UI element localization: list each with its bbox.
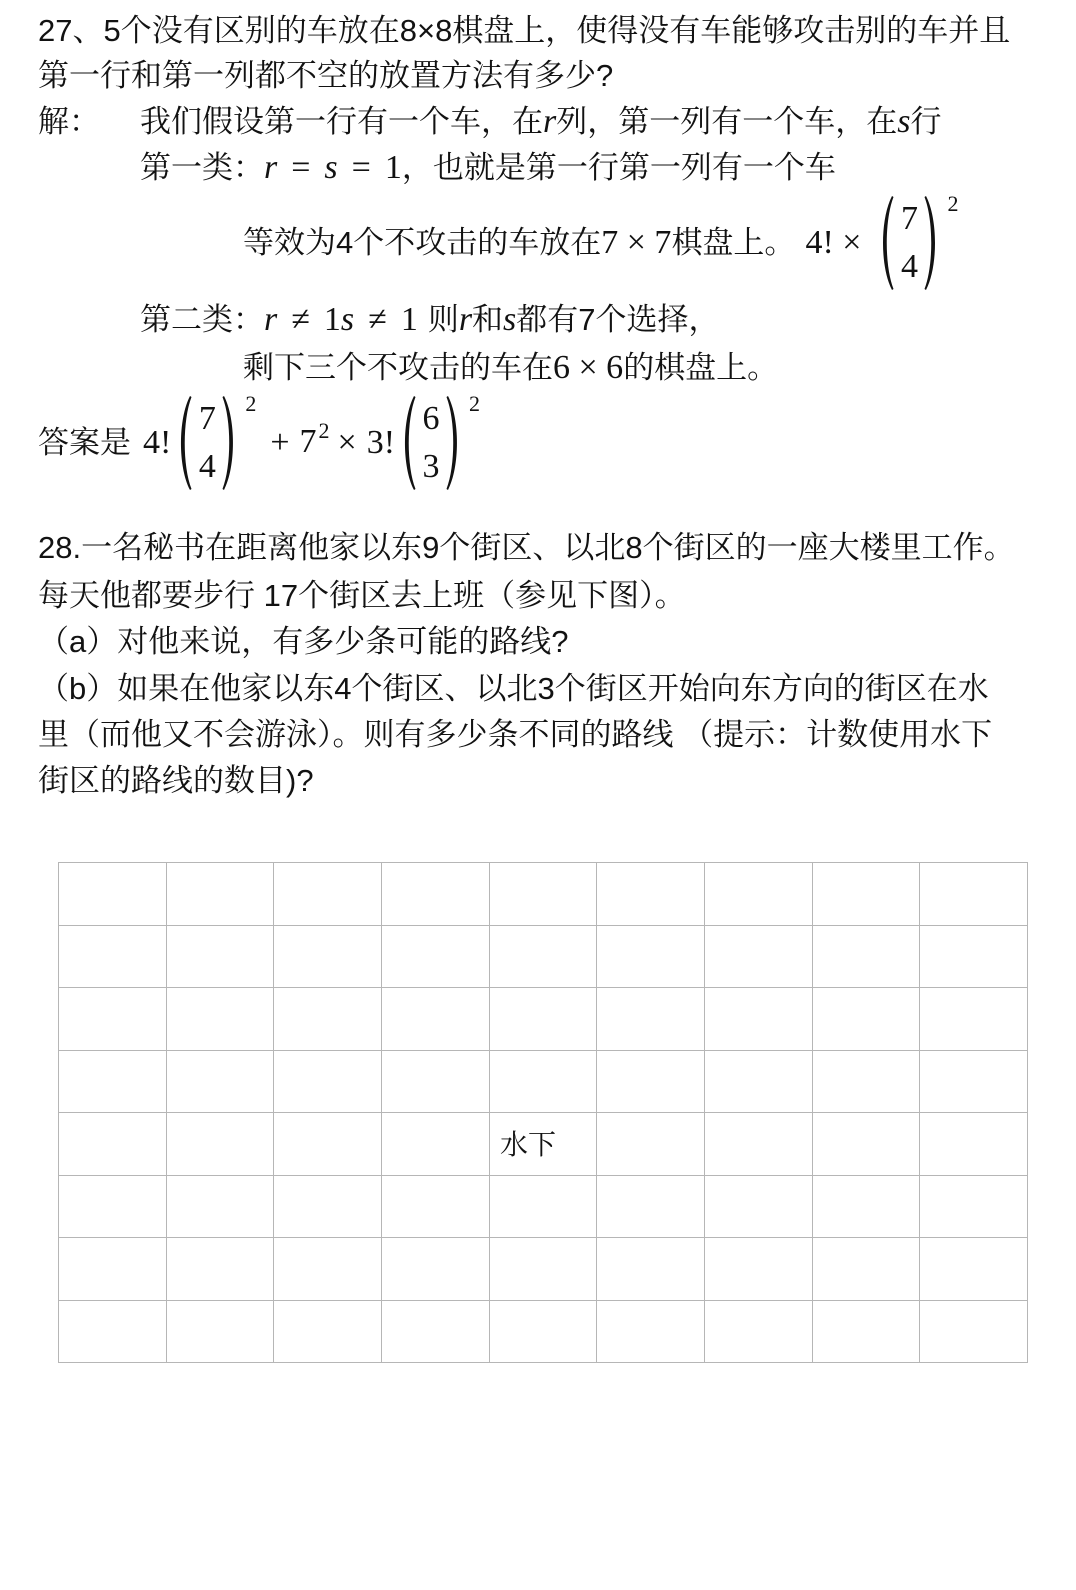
solution-label: 解：: [38, 104, 100, 139]
variable-r: r: [264, 301, 278, 338]
binomial-exponent: 2: [469, 391, 481, 416]
plus-sign: +: [270, 424, 290, 461]
problem-28-part-b-line-1: （b）如果在他家以东4个街区、以北3个街区开始向东方向的街区在水: [38, 671, 989, 706]
binomial-stack: [193, 395, 221, 491]
binomial-7-choose-4: [175, 391, 257, 491]
city-block: [813, 1238, 921, 1301]
city-block: [597, 988, 705, 1051]
problem-28-line-1: 28.一名秘书在距离他家以东9个街区、以北8个街区的一座大楼里工作。: [38, 530, 1015, 565]
binomial-7-choose-4: [877, 191, 959, 291]
problem-28-part-b-line-2: 里（而他又不会游泳）。则有多少条不同的路线 （提示：计数使用水下: [38, 717, 993, 752]
city-block: [705, 926, 813, 989]
case-2-explanation-text: 和: [472, 302, 504, 337]
variable-s: s: [340, 301, 355, 338]
city-block: [813, 863, 921, 926]
city-block: [705, 1301, 813, 1364]
right-paren-icon: [923, 195, 941, 291]
city-block: [274, 1238, 382, 1301]
city-block: [813, 1301, 921, 1364]
binomial-exponent: 2: [245, 391, 257, 416]
right-paren-icon: [221, 395, 239, 491]
underwater-block-label: 水下: [500, 1129, 557, 1160]
city-block: [920, 1301, 1028, 1364]
city-block: [813, 1113, 921, 1176]
city-block: [382, 926, 490, 989]
factorial-4: 4!: [143, 424, 172, 461]
binomial-bottom: 3: [422, 448, 440, 485]
assumption-text: 我们假设第一行有一个车，在: [140, 104, 543, 139]
equals-sign: =: [291, 149, 311, 186]
case-2-explanation-text: 都有7个选择，: [516, 302, 720, 337]
binomial-top: 6: [422, 400, 440, 437]
city-block: [490, 863, 598, 926]
city-block: [920, 1176, 1028, 1239]
problem-28-part-b-line-3: 街区的路线的数目)?: [38, 763, 314, 798]
city-block: [274, 926, 382, 989]
street-grid: [58, 862, 1028, 1363]
problem-27-statement-line-1: 27、5个没有区别的车放在8×8棋盘上，使得没有车能够攻击别的车并且: [38, 13, 1011, 48]
binomial-stack: [895, 195, 923, 291]
times-sign: ×: [337, 424, 357, 461]
variable-r: r: [264, 149, 278, 186]
city-block: [705, 988, 813, 1051]
power-7-squared: [299, 417, 330, 467]
city-block: [167, 1113, 275, 1176]
city-block: [705, 1113, 813, 1176]
power-base: 7: [299, 422, 317, 460]
case-1-explanation: ，也就是第一行第一列有一个车: [401, 150, 836, 185]
binomial-exponent: 2: [947, 191, 959, 216]
city-block: [490, 1051, 598, 1114]
city-block: [59, 926, 167, 989]
city-block: [705, 1051, 813, 1114]
city-block: [490, 988, 598, 1051]
city-block: [167, 1238, 275, 1301]
binomial-bottom: 4: [900, 248, 918, 285]
case-1-reduction-text: 等效为4个不攻击的车放在: [243, 225, 602, 260]
case-2-reduction-line: [243, 346, 778, 390]
city-block: [382, 1301, 490, 1364]
case-1-label: 第一类：: [140, 150, 264, 185]
city-block: [274, 1051, 382, 1114]
city-block: [59, 988, 167, 1051]
city-block: [274, 1176, 382, 1239]
case-1-line: [140, 146, 836, 190]
city-block: [59, 1301, 167, 1364]
answer-line: [38, 393, 480, 493]
city-block: [382, 863, 490, 926]
city-block: [167, 988, 275, 1051]
city-block: [920, 1238, 1028, 1301]
number-one: 1: [384, 149, 402, 186]
city-block: [490, 1301, 598, 1364]
problem-27-statement-line-2: 第一行和第一列都不空的放置方法有多少?: [38, 58, 614, 93]
case-2-explanation-text: 则: [427, 302, 459, 337]
city-block: [274, 1113, 382, 1176]
power-exponent: 2: [318, 417, 330, 443]
city-block: [705, 1176, 813, 1239]
city-block: [920, 1051, 1028, 1114]
assumption-text: 行: [910, 104, 942, 139]
city-block: [490, 926, 598, 989]
city-block: [705, 863, 813, 926]
city-block: [813, 1051, 921, 1114]
right-paren-icon: [445, 395, 463, 491]
case-2-reduction-text: 剩下三个不攻击的车在: [243, 350, 553, 385]
city-block: [490, 1238, 598, 1301]
case-2-line: [140, 298, 720, 342]
city-block: [59, 863, 167, 926]
city-block: [597, 863, 705, 926]
city-block: [597, 926, 705, 989]
variable-r: r: [458, 301, 473, 338]
left-paren-icon: [877, 195, 895, 291]
binomial-stack: [417, 395, 445, 491]
city-block: [59, 1113, 167, 1176]
city-block: [597, 1113, 705, 1176]
city-block: [813, 1176, 921, 1239]
city-block: [920, 1113, 1028, 1176]
case-2-reduction-text: 的棋盘上。: [623, 350, 779, 385]
board-size-6x6: 6 × 6: [553, 349, 624, 386]
binomial-bottom: 4: [198, 448, 216, 485]
case-1-count-prefix: 4! ×: [805, 224, 862, 261]
number-one: 1: [323, 301, 341, 338]
city-block: [920, 988, 1028, 1051]
city-block: [920, 926, 1028, 989]
case-2-label: 第二类：: [140, 302, 264, 337]
binomial-top: 7: [900, 200, 918, 237]
binomial-6-choose-3: [399, 391, 481, 491]
city-block: [597, 1051, 705, 1114]
city-block: [382, 1051, 490, 1114]
city-block: [167, 863, 275, 926]
problem-28-line-2: 每天他都要步行 17个街区去上班（参见下图）。: [38, 578, 686, 613]
city-block: [59, 1051, 167, 1114]
city-block: [597, 1176, 705, 1239]
solution-assumption: [140, 100, 941, 144]
city-block: [705, 1238, 813, 1301]
city-block: [167, 1051, 275, 1114]
board-size-7x7: 7 × 7: [601, 224, 672, 261]
city-block: [382, 1238, 490, 1301]
city-block: [59, 1176, 167, 1239]
left-paren-icon: [175, 395, 193, 491]
variable-s: s: [897, 103, 911, 140]
city-block: [813, 988, 921, 1051]
assumption-text: 列，第一列有一个车，在: [556, 104, 898, 139]
variable-s: s: [324, 149, 338, 186]
variable-s: s: [503, 301, 517, 338]
city-block: [167, 1301, 275, 1364]
city-block: [597, 1238, 705, 1301]
city-block: [490, 1176, 598, 1239]
city-block: [382, 1113, 490, 1176]
problem-28-part-a: （a）对他来说，有多少条可能的路线?: [38, 624, 569, 659]
city-block: [382, 988, 490, 1051]
city-block: [597, 1301, 705, 1364]
left-paren-icon: [399, 395, 417, 491]
city-block: [59, 1238, 167, 1301]
city-block: [920, 863, 1028, 926]
city-block: [274, 1301, 382, 1364]
not-equal-sign: ≠: [291, 301, 310, 338]
city-block: [167, 1176, 275, 1239]
variable-r: r: [543, 103, 557, 140]
factorial-3: 3!: [366, 424, 396, 461]
binomial-top: 7: [198, 400, 216, 437]
equals-sign: =: [351, 149, 371, 186]
city-block: [274, 863, 382, 926]
city-block: [813, 926, 921, 989]
city-block: [167, 926, 275, 989]
answer-label: 答案是: [38, 425, 131, 460]
city-block: [274, 988, 382, 1051]
case-1-reduction-text: 棋盘上。: [671, 225, 796, 260]
city-block: [382, 1176, 490, 1239]
case-1-reduction-line: [243, 193, 958, 293]
not-equal-sign: ≠: [368, 301, 387, 338]
number-one: 1: [400, 301, 418, 338]
